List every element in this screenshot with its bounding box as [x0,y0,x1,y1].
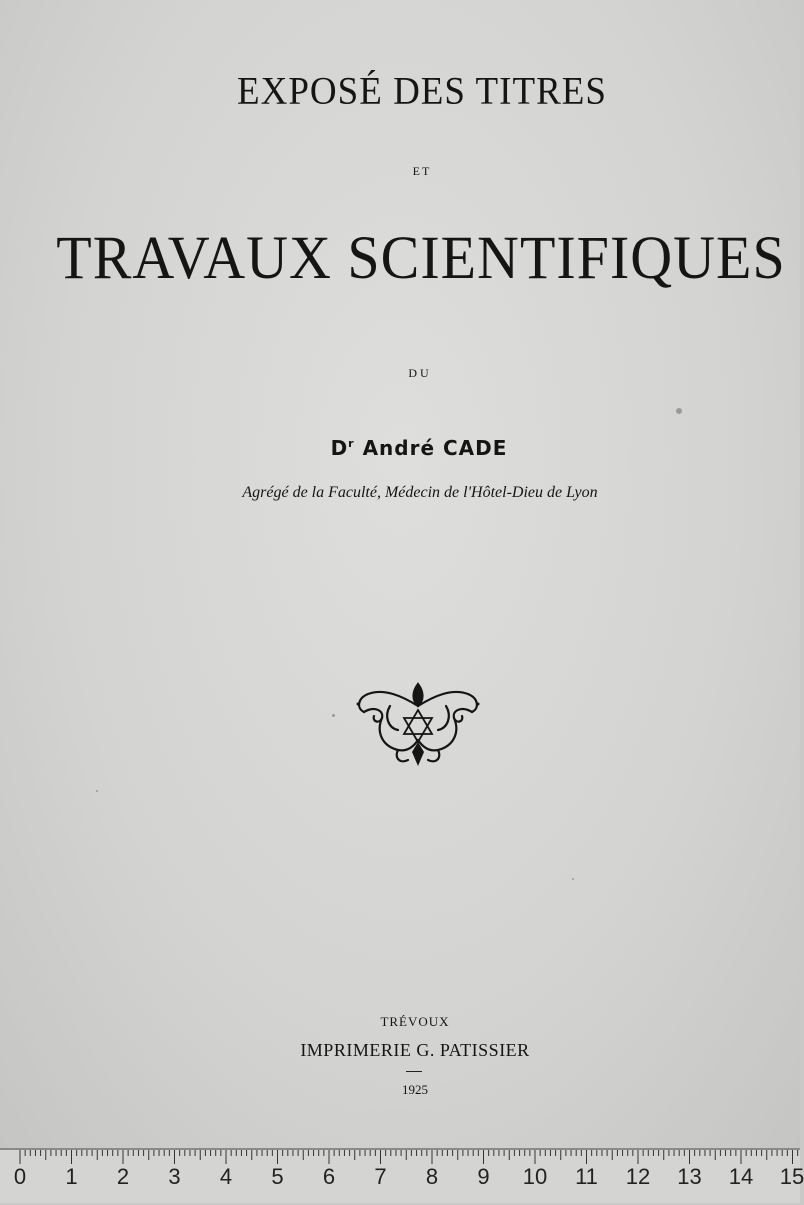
title-line-1: EXPOSÉ DES TITRES [237,69,607,114]
paper-speck [96,790,98,792]
imprint-year: 1925 [402,1082,428,1097]
fleuron-ornament-icon [354,676,482,772]
author-honorific: D [330,436,349,460]
ruler-label: 11 [575,1164,598,1189]
paper-speck [572,878,574,880]
ruler-label: 3 [168,1164,181,1189]
ruler-label: 7 [374,1164,387,1189]
ruler-label: 14 [728,1164,754,1189]
ruler-label: 4 [219,1164,233,1189]
ruler-label: 13 [677,1164,702,1189]
ruler-label: 15 [779,1164,804,1189]
title-preposition: DU [408,366,432,380]
imprint-place: TRÉVOUX [380,1014,450,1029]
paper-speck [676,408,682,414]
ruler-label: 9 [477,1164,490,1189]
author-name [0,436,800,460]
ruler-label: 6 [322,1164,336,1189]
title-conjunction: ET [412,164,432,178]
imprint-printer: IMPRIMERIE G. PATISSIER [300,1040,530,1060]
ruler-label: 12 [625,1164,651,1189]
imprint-rule [406,1071,422,1072]
measuring-ruler [0,1148,804,1203]
title-line-2: TRAVAUX SCIENTIFIQUES [56,223,786,292]
ruler-label: 5 [271,1164,284,1189]
ruler-label: 0 [13,1164,27,1189]
author-affiliation: Agrégé de la Faculté, Médecin de l'Hôtel-Dieu de Lyon [242,484,598,501]
author-full-name: André CADE [362,436,508,460]
ruler-label: 10 [522,1164,548,1189]
ruler-label: 8 [425,1164,439,1189]
ruler-label: 2 [116,1164,130,1189]
paper-speck [332,714,335,717]
ruler-label: 1 [65,1164,78,1189]
author-honorific-sup: r [348,437,355,450]
